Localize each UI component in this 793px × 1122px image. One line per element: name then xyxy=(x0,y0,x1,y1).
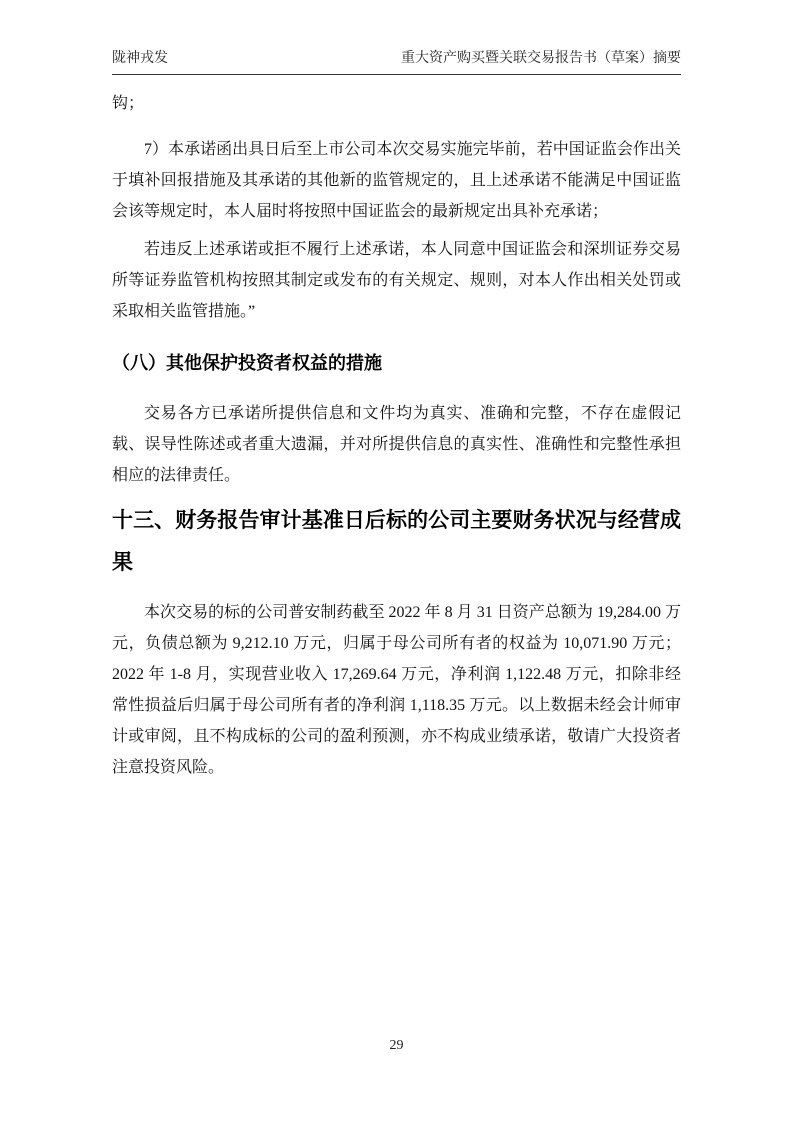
paragraph-violation-consequences: 若违反上述承诺或拒不履行上述承诺，本人同意中国证监会和深圳证券交易所等证券监管机构按照其制定或发布的有关规定、规则，对本人作出相关处罚或采取相关监管措施。” xyxy=(112,241,681,320)
section-heading-investor-protection: （八）其他保护投资者权益的措施 xyxy=(112,353,382,373)
chapter-heading-financial-status: 十三、财务报告审计基准日后标的公司主要财务状况与经营成果 xyxy=(112,509,681,574)
header-report-title: 重大资产购买暨关联交易报告书（草案）摘要 xyxy=(401,51,681,66)
paragraph-financial-summary: 本次交易的标的公司普安制药截至 2022 年 8 月 31 日资产总额为 19,284.00 万元，负债总额为 9,212.10 万元，归属于母公司所有者的权益为 10,071.90 万元；2022 年 1-8 月，实现营业收入 17,269.64 万元，净利润 1,122.48 万元，扣除非经常性损益后归属于母公司所有者的净利润 1,118.35 万元。以上数据未经会计师审计或审阅，且不构成标的公司的盈利预测，亦不构成业绩承诺，敬请广大投资者注意投资风险。 xyxy=(112,604,681,776)
page-header xyxy=(112,50,681,75)
paragraph-information-warranty: 交易各方已承诺所提供信息和文件均为真实、准确和完整，不存在虚假记载、误导性陈述或者重大遗漏，并对所提供信息的真实性、准确性和完整性承担相应的法律责任。 xyxy=(112,405,681,484)
page-number: 29 xyxy=(389,1038,404,1053)
page-footer xyxy=(0,1038,793,1054)
paragraph-commitment-item-7: 7）本承诺函出具日后至上市公司本次交易实施完毕前，若中国证监会作出关于填补回报措施及其承诺的其他新的监管规定的，且上述承诺不能满足中国证监会该等规定时，本人届时将按照中国证监会的最新规定出具补充承诺； xyxy=(112,141,681,220)
paragraph-continuation-fragment: 钩； xyxy=(112,95,145,112)
header-company-short-name: 陇神戎发 xyxy=(112,51,168,66)
document-body xyxy=(112,88,681,783)
